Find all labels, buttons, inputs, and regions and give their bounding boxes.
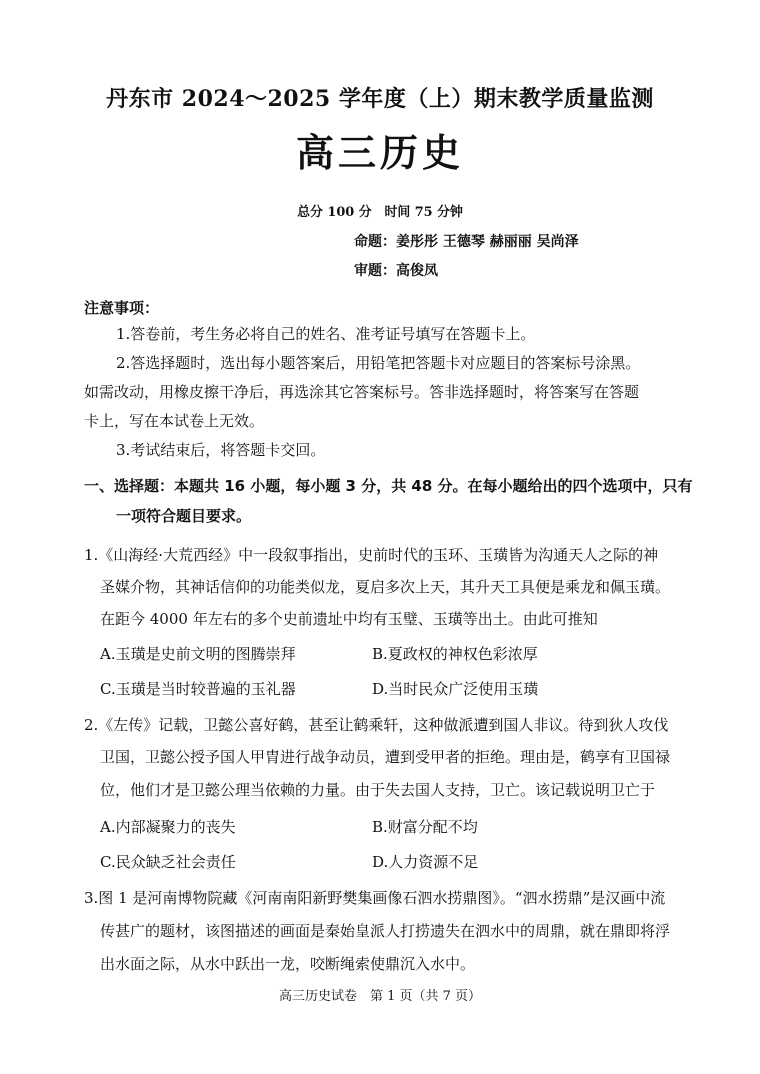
reviewer: 审题：高俊凤 [354,263,438,279]
question-1-option-d: D.当时民众广泛使用玉璜 [372,680,539,698]
section-heading: 一、选择题：本题共 16 小题，每小题 3 分，共 48 分。在每小题给出的四个选项中，只有 [84,477,693,495]
question-2-option-c: C.民众缺乏社会责任 [100,853,236,871]
note-item: 卡上，写在本试卷上无效。 [84,412,265,430]
authors: 命题：姜彤彤 王德琴 赫丽丽 吴尚泽 [354,234,579,250]
question-1-option-c: C.玉璜是当时较普遍的玉礼器 [100,680,296,698]
question-1-option-b: B.夏政权的神权色彩浓厚 [372,645,538,663]
note-item: 如需改动，用橡皮擦干净后，再选涂其它答案标号。答非选择题时，将答案写在答题 [84,383,640,401]
question-2-option-a: A.内部凝聚力的丧失 [100,818,236,836]
question-2-option-d: D.人力资源不足 [372,853,479,871]
question-1-line: 在距今 4000 年左右的多个史前遗址中均有玉璧、玉璜等出土。由此可推知 [100,610,598,628]
question-2-line: 2.《左传》记载，卫懿公喜好鹤，甚至让鹤乘轩，这种做派遭到国人非议。待到狄人攻伐 [84,716,669,734]
question-1-line: 圣媒介物，其神话信仰的功能类似龙，夏启多次上天，其升天工具便是乘龙和佩玉璜。 [100,578,671,596]
question-3-line: 出水面之际，从水中跃出一龙，咬断绳索使鼎沉入水中。 [100,955,476,973]
note-item: 1.答卷前，考生务必将自己的姓名、准考证号填写在答题卡上。 [116,325,536,343]
question-2-line: 卫国，卫懿公授予国人甲胄进行战争动员，遭到受甲者的拒绝。理由是，鹤享有卫国禄 [100,748,671,766]
question-3-line: 3.图 1 是河南博物院藏《河南南阳新野樊集画像石泗水捞鼎图》。“泗水捞鼎”是汉画中流 [84,889,666,907]
question-1-line: 1.《山海经·大荒西经》中一段叙事指出，史前时代的玉环、玉璜皆为沟通天人之际的神 [84,546,659,564]
question-3-line: 传甚广的题材，该图描述的画面是秦始皇派人打捞遗失在泗水中的周鼎，就在鼎即将浮 [100,922,671,940]
question-2-option-b: B.财富分配不均 [372,818,478,836]
question-1-option-a: A.玉璜是史前文明的图腾崇拜 [100,645,296,663]
section-heading-cont: 一项符合题目要求。 [116,507,252,525]
subject-title: 高三历史 [295,131,464,175]
score-time: 总分 100 分 时间 75 分钟 [297,205,463,220]
question-2-line: 位，他们才是卫懿公理当依赖的力量。由于失去国人支持，卫亡。该记载说明卫亡于 [100,781,656,799]
notes-heading: 注意事项： [84,299,160,317]
page-footer: 高三历史试卷 第 1 页（共 7 页） [278,989,482,1004]
exam-title: 丹东市 2024～2025 学年度（上）期末教学质量监测 [106,86,654,112]
note-item: 2.答选择题时，选出每小题答案后，用铅笔把答题卡对应题目的答案标号涂黑。 [116,354,641,372]
note-item: 3.考试结束后，将答题卡交回。 [116,441,326,459]
